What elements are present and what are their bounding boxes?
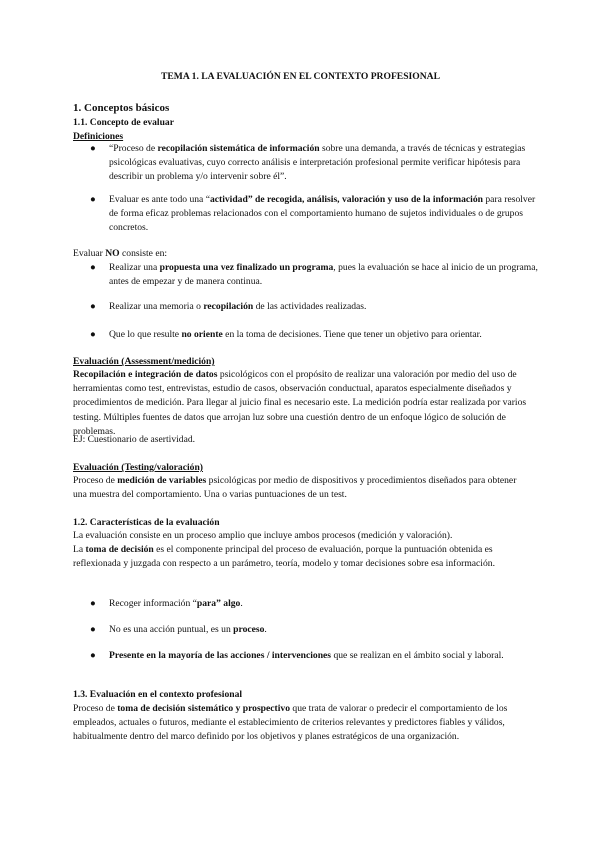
assessment-text: Recopilación e integración de datos psicológicos con el propósito de realizar una valoración por medio del uso de herramientas como test, entrevistas, estudio de casos, observación conductual, aparatos especialmente diseñados y procedimientos de medición. Para llegar al juicio final es necesario este. La medición podría estar realizada por varios testing. Múltiples fuentes de datos que arrojan luz sobre una cuestión dentro de un enfoque lógico de solución de problemas. <box>73 369 527 437</box>
list-item-text: No es una acción puntual, es un proceso. <box>109 624 267 635</box>
list-item <box>90 300 539 314</box>
evaluar-no-intro: Evaluar NO consiste en: <box>73 248 168 259</box>
testing-text: Proceso de medición de variables psicológicas por medio de dispositivos y procedimientos diseñados para obtener una muestra del comportamiento. Una o varias puntuaciones de un test. <box>73 475 517 501</box>
assessment-example: EJ: Cuestionario de asertividad. <box>73 434 196 445</box>
section-1-3-heading: 1.3. Evaluación en el contexto profesional <box>73 689 243 700</box>
bullet-icon: ● <box>90 194 96 205</box>
list-item-text: Realizar una memoria o recopilación de las actividades realizadas. <box>109 301 367 312</box>
list-item-text: Recoger información “para” algo. <box>109 598 243 609</box>
bullet-icon: ● <box>90 598 96 609</box>
section-1-2-line: La evaluación consiste en un proceso amplio que incluye ambos procesos (medición y valoración). <box>73 530 453 541</box>
list-item-text: Presente en la mayoría de las acciones / intervenciones que se realizan en el ámbito social y laboral. <box>109 650 504 661</box>
list-item <box>90 623 539 637</box>
definition-item <box>90 193 539 236</box>
bullet-icon: ● <box>90 329 96 340</box>
assessment-heading: Evaluación (Assessment/medición) <box>73 356 215 367</box>
section-1-2-text: La toma de decisión es el componente principal del proceso de evaluación, porque la puntuación obtenida es reflexionada y juzgada con respecto a un parámetro, teoría, modelo y tomar decisiones sobre esa información. <box>73 544 495 570</box>
list-item <box>90 328 539 342</box>
list-item-text: Que lo que resulte no oriente en la toma de decisiones. Tiene que tener un objetivo para orientar. <box>109 329 482 340</box>
section-1-1-heading: 1.1. Concepto de evaluar <box>73 117 174 128</box>
list-item <box>90 649 539 663</box>
bullet-icon: ● <box>90 650 96 661</box>
bullet-icon: ● <box>90 301 96 312</box>
list-item-text: Realizar una propuesta una vez finalizado un programa, pues la evaluación se hace al inicio de un programa, antes de empezar y de manera continua. <box>109 262 538 288</box>
definition-item <box>90 142 539 185</box>
testing-heading: Evaluación (Testing/valoración) <box>73 462 203 473</box>
definition-text: “Proceso de recopilación sistemática de información sobre una demanda, a través de técnicas y estrategias psicológicas evaluativas, cuyo correcto análisis e interpretación profesional permite verificar hipótesis para describir un problema y/o intervenir sobre él”. <box>109 143 526 183</box>
section-1-3-text: Proceso de toma de decisión sistemático y prospectivo que trata de valorar o predecir el comportamiento de los empleados, actuales o futuros, mediante el establecimiento de criterios relevantes y predictores fiables y válidos, habitualmente dentro del marco definido por los objetivos y planes estratégicos de una organización. <box>73 703 508 743</box>
list-item <box>90 597 539 611</box>
bullet-icon: ● <box>90 143 96 154</box>
section-1-2-heading: 1.2. Características de la evaluación <box>73 517 220 528</box>
document-title: TEMA 1. LA EVALUACIÓN EN EL CONTEXTO PROFESIONAL <box>161 71 440 82</box>
list-item <box>90 261 539 289</box>
definition-text: Evaluar es ante todo una “actividad” de recogida, análisis, valoración y uso de la información para resolver de forma eficaz problemas relacionados con el comportamiento humano de sujetos individuales o de grupos concretos. <box>109 194 536 234</box>
definiciones-heading: Definiciones <box>73 131 124 142</box>
bullet-icon: ● <box>90 624 96 635</box>
section-1-heading: 1. Conceptos básicos <box>73 102 170 114</box>
bullet-icon: ● <box>90 262 96 273</box>
